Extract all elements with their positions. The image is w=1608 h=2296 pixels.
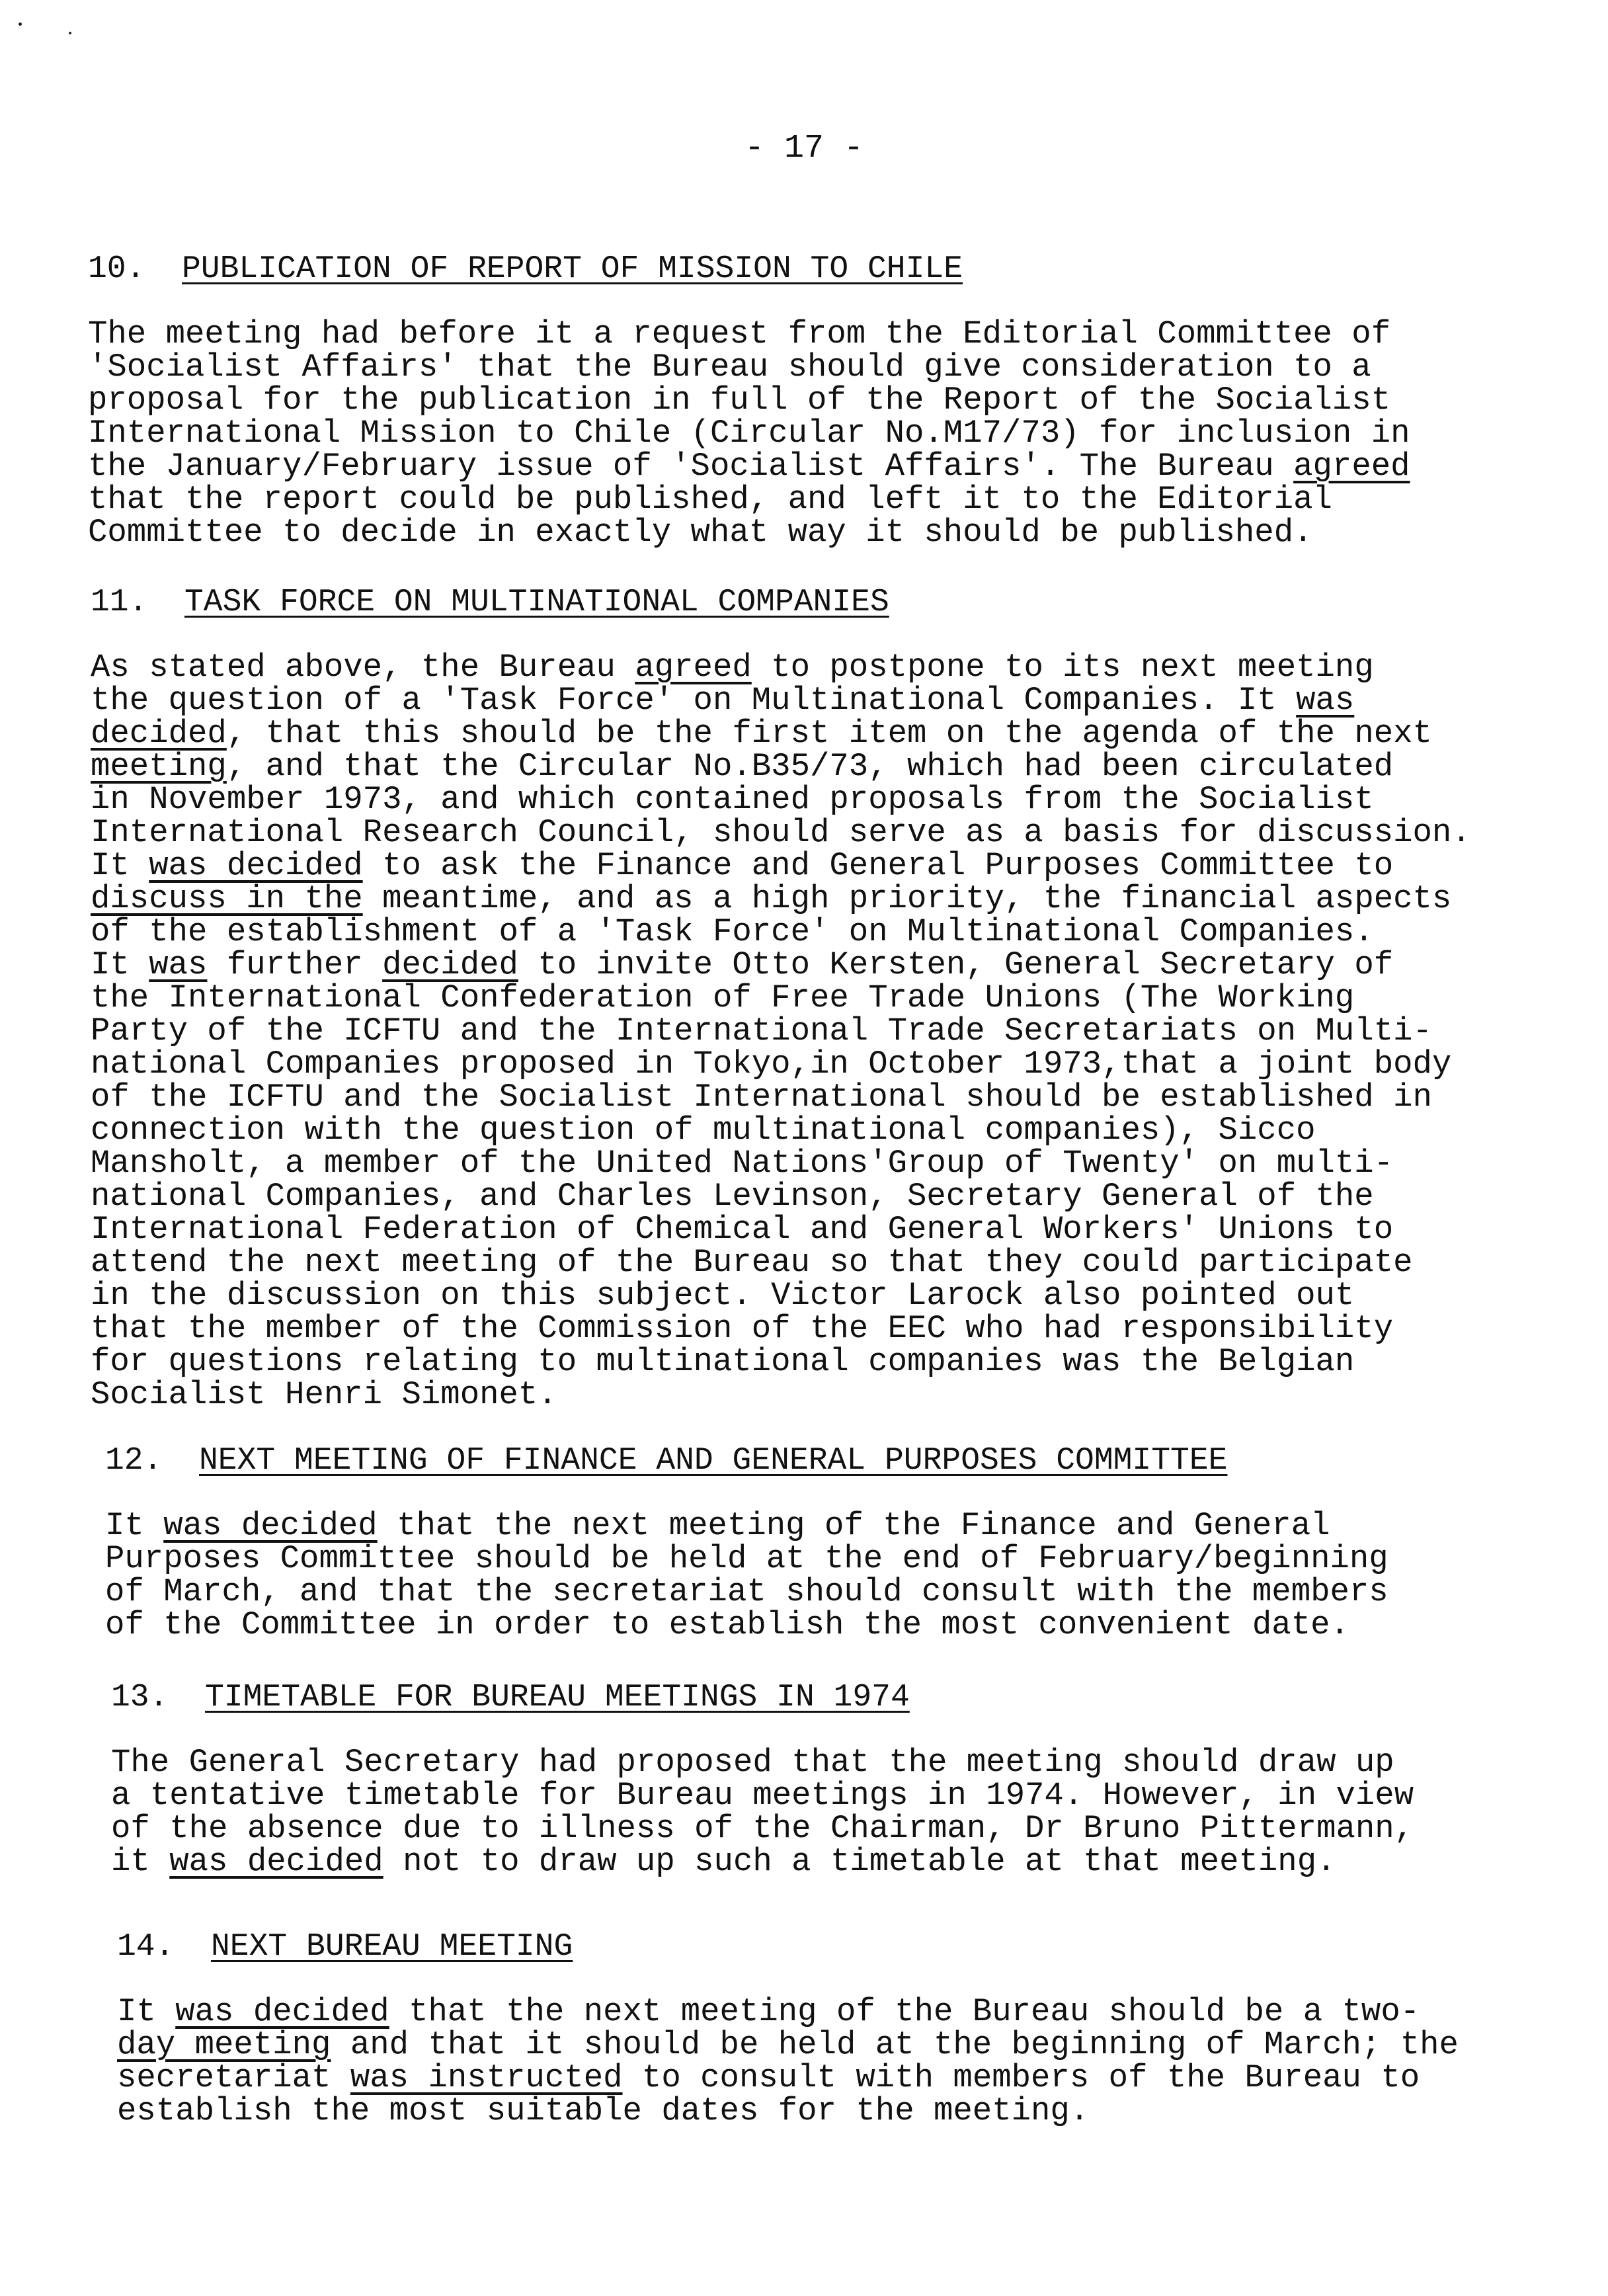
text-line: [91, 915, 1471, 948]
section-number: 11.: [91, 585, 148, 620]
text-segment: It: [105, 1507, 164, 1544]
section-title: TIMETABLE FOR BUREAU MEETINGS IN 1974: [205, 1680, 910, 1715]
section-heading: [117, 1929, 1459, 1969]
text-line: [91, 981, 1471, 1014]
underlined-phrase: day meeting: [117, 2026, 331, 2063]
text-segment: , and that the Circular No.B35/73, which had been circulated: [226, 748, 1394, 785]
text-segment: It: [91, 946, 149, 983]
text-segment: , that this should be the first item on the agenda of the next: [226, 715, 1432, 752]
text-line: [111, 1812, 1414, 1845]
text-line: [105, 1575, 1388, 1608]
text-segment: 'Socialist Affairs' that the Bureau should give consideration to a: [88, 348, 1371, 386]
text-segment: not to draw up such a timetable at that meeting.: [383, 1843, 1336, 1880]
text-line: [111, 1845, 1414, 1878]
text-segment: proposal for the publication in full of the Report of the Socialist: [88, 382, 1391, 419]
text-line: [117, 2094, 1459, 2127]
section-11: [91, 585, 1471, 1411]
section-heading: [91, 585, 1471, 624]
section-title: NEXT MEETING OF FINANCE AND GENERAL PURPOSES COMMITTEE: [199, 1443, 1228, 1479]
text-segment: International Mission to Chile (Circular No.M17/73) for inclusion in: [88, 415, 1410, 452]
underlined-phrase: meeting: [91, 748, 227, 785]
text-segment: Socialist Henri Simonet.: [91, 1376, 557, 1413]
text-line: [91, 816, 1471, 849]
text-segment: that the next meeting of the Bureau should be a two-: [389, 1993, 1420, 2030]
text-segment: of the establishment of a 'Task Force' on Multinational Companies.: [91, 913, 1374, 950]
text-line: [88, 350, 1410, 384]
text-segment: secretariat: [117, 2059, 350, 2096]
text-segment: Purposes Committee should be held at the end of February/beginning: [105, 1540, 1388, 1577]
text-line: [91, 1246, 1471, 1279]
underlined-phrase: discuss in the: [91, 880, 363, 917]
underlined-phrase: agreed: [1293, 448, 1410, 485]
scan-speck: [19, 22, 22, 26]
underlined-phrase: was decided: [163, 1507, 378, 1544]
text-segment: The General Secretary had proposed that the meeting should draw up: [111, 1744, 1394, 1781]
text-line: [91, 1378, 1471, 1411]
scan-speck: [69, 32, 71, 34]
section-heading: [88, 251, 1410, 291]
section-title: NEXT BUREAU MEETING: [211, 1929, 573, 1965]
text-segment: attend the next meeting of the Bureau so that they could participate: [91, 1244, 1413, 1281]
text-line: [105, 1542, 1388, 1575]
text-line: [91, 948, 1471, 981]
text-line: [91, 1180, 1471, 1213]
section-heading: [111, 1680, 1414, 1719]
section-title: PUBLICATION OF REPORT OF MISSION TO CHILE: [182, 251, 963, 287]
text-segment: for questions relating to multinational companies was the Belgian: [91, 1343, 1355, 1380]
text-line: [91, 1312, 1471, 1345]
text-segment: meantime, and as a high priority, the financial aspects: [362, 880, 1452, 917]
text-line: [117, 1995, 1459, 2028]
text-segment: Committee to decide in exactly what way it should be published.: [88, 514, 1313, 551]
text-segment: Party of the ICFTU and the International Trade Secretariats on Multi-: [91, 1012, 1432, 1049]
underlined-phrase: was: [149, 946, 208, 983]
text-line: [88, 483, 1410, 516]
text-segment: further: [207, 946, 383, 983]
text-segment: and that it should be held at the beginning of March; the: [331, 2026, 1459, 2063]
text-segment: of the ICFTU and the Socialist International should be established in: [91, 1079, 1432, 1116]
text-segment: to postpone to its next meeting: [751, 649, 1374, 686]
text-line: [91, 783, 1471, 816]
text-line: [117, 2061, 1459, 2094]
section-paragraph: [91, 651, 1471, 1411]
section-number: 12.: [105, 1443, 163, 1479]
underlined-phrase: decided: [91, 715, 227, 752]
underlined-phrase: agreed: [635, 649, 752, 686]
text-line: [91, 684, 1471, 717]
text-segment: of the Committee in order to establish the most convenient date.: [105, 1606, 1349, 1643]
text-line: [91, 1147, 1471, 1180]
text-line: [91, 882, 1471, 915]
text-line: [88, 450, 1410, 483]
text-line: [91, 717, 1471, 750]
text-line: [91, 750, 1471, 783]
underlined-phrase: was decided: [169, 1843, 383, 1880]
text-segment: It: [117, 1993, 176, 2030]
text-segment: that the report could be published, and left it to the Editorial: [88, 481, 1332, 518]
text-segment: in November 1973, and which contained proposals from the Socialist: [91, 781, 1374, 818]
section-14: [117, 1929, 1459, 2127]
section-paragraph: [111, 1746, 1414, 1878]
text-segment: it: [111, 1843, 170, 1880]
section-10: [88, 251, 1410, 549]
text-segment: International Federation of Chemical and General Workers' Unions to: [91, 1211, 1394, 1248]
text-segment: As stated above, the Bureau: [91, 649, 635, 686]
text-segment: national Companies proposed in Tokyo,in October 1973,that a joint body: [91, 1046, 1452, 1083]
text-segment: to ask the Finance and General Purposes Committee to: [362, 847, 1394, 884]
section-number: 14.: [117, 1929, 175, 1965]
text-line: [91, 1279, 1471, 1312]
section-number: 13.: [111, 1680, 169, 1715]
text-segment: of the absence due to illness of the Chairman, Dr Bruno Pittermann,: [111, 1810, 1414, 1847]
underlined-phrase: decided: [382, 946, 518, 983]
text-line: [91, 1213, 1471, 1246]
text-segment: the January/February issue of 'Socialist Affairs'. The Bureau: [88, 448, 1294, 485]
section-number: 10.: [88, 251, 145, 287]
text-line: [111, 1746, 1414, 1779]
text-line: [91, 1081, 1471, 1114]
text-segment: to invite Otto Kersten, General Secretary of: [518, 946, 1394, 983]
text-segment: to consult with members of the Bureau to: [622, 2059, 1420, 2096]
text-segment: connection with the question of multinational companies), Sicco: [91, 1112, 1316, 1149]
text-segment: that the member of the Commission of the EEC who had responsibility: [91, 1310, 1394, 1347]
text-line: [91, 849, 1471, 882]
underlined-phrase: was decided: [149, 847, 363, 884]
section-paragraph: [117, 1995, 1459, 2127]
underlined-phrase: was: [1296, 682, 1355, 719]
section-title: TASK FORCE ON MULTINATIONAL COMPANIES: [184, 585, 889, 620]
text-line: [88, 317, 1410, 350]
text-segment: in the discussion on this subject. Victor Larock also pointed out: [91, 1277, 1355, 1314]
text-line: [91, 1114, 1471, 1147]
section-12: [105, 1443, 1388, 1641]
text-line: [88, 516, 1410, 549]
text-line: [88, 417, 1410, 450]
underlined-phrase: was decided: [175, 1993, 389, 2030]
underlined-phrase: was instructed: [350, 2059, 623, 2096]
text-segment: the International Confederation of Free Trade Unions (The Working: [91, 979, 1355, 1016]
text-line: [111, 1779, 1414, 1812]
text-segment: national Companies, and Charles Levinson, Secretary General of the: [91, 1178, 1374, 1215]
section-13: [111, 1680, 1414, 1878]
text-segment: establish the most suitable dates for the meeting.: [117, 2092, 1090, 2129]
text-segment: Mansholt, a member of the United Nations'Group of Twenty' on multi-: [91, 1145, 1394, 1182]
page-number: - 17 -: [744, 130, 864, 167]
section-paragraph: [105, 1509, 1388, 1641]
text-segment: that the next meeting of the Finance and General: [377, 1507, 1330, 1544]
text-line: [105, 1509, 1388, 1542]
section-paragraph: [88, 317, 1410, 549]
text-segment: It: [91, 847, 149, 884]
text-line: [117, 2028, 1459, 2061]
text-line: [91, 1047, 1471, 1081]
text-segment: of March, and that the secretariat should consult with the members: [105, 1573, 1388, 1610]
text-line: [88, 384, 1410, 417]
section-heading: [105, 1443, 1388, 1483]
text-line: [91, 1345, 1471, 1378]
text-line: [105, 1608, 1388, 1641]
text-line: [91, 1014, 1471, 1047]
text-segment: The meeting had before it a request from the Editorial Committee of: [88, 315, 1391, 352]
text-line: [91, 651, 1471, 684]
text-segment: the question of a 'Task Force' on Multinational Companies. It: [91, 682, 1297, 719]
text-segment: International Research Council, should serve as a basis for discussion.: [91, 814, 1471, 851]
text-segment: a tentative timetable for Bureau meetings in 1974. However, in view: [111, 1777, 1414, 1814]
